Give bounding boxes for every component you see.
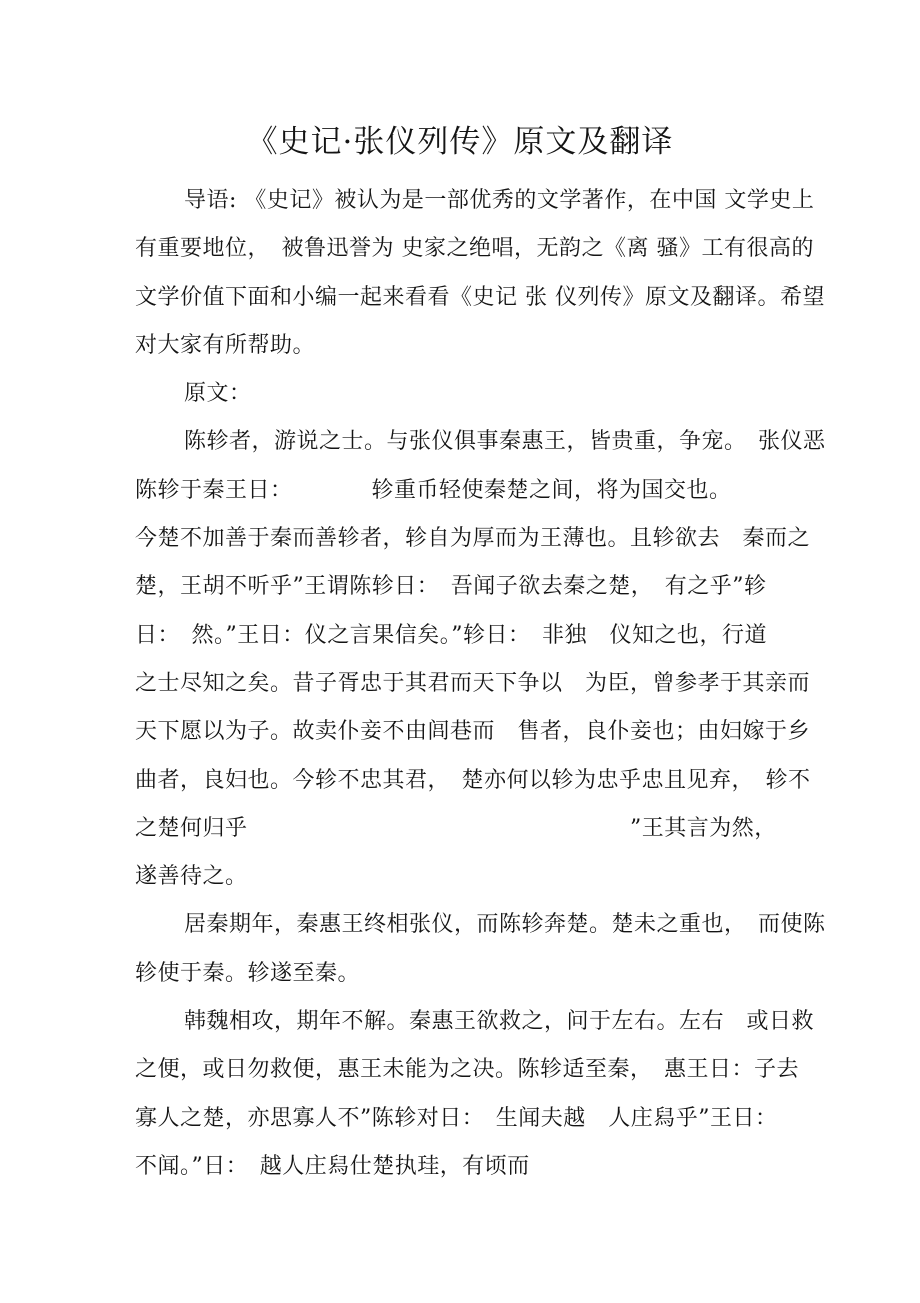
text-line: 有重要地位， 被鲁迅誉为 史家之绝唱，无韵之《离 骚》工有很高的 — [135, 236, 814, 262]
text-line: 之士尽知之矣。昔子胥忠于其君而天下争以 为臣，曾参孝于其亲而 — [135, 670, 811, 696]
text-line: 之便，或日勿救便，惠王未能为之决。陈轸适至秦， 惠王日：子去 — [135, 1057, 800, 1083]
text-line: 文学价值下面和小编一起来看看《史记 张 仪列传》原文及翻译。希望 — [135, 284, 825, 310]
text-line: 对大家有所帮助。 — [135, 332, 316, 358]
text-line: 日： 然。”王日：仪之言果信矣。”轸日： 非独 仪知之也，行道 — [135, 622, 767, 648]
text-line: 曲者，良妇也。今轸不忠其君， 楚亦何以轸为忠乎忠且见弃， 轸不 — [135, 767, 811, 793]
text-line: 今楚不加善于秦而善轸者，轸自为厚而为王薄也。且轸欲去 秦而之 — [135, 526, 811, 552]
text-line: 居秦期年，秦惠王终相张仪，而陈轸奔楚。楚未之重也， 而使陈 — [184, 912, 826, 938]
text-line: 寡人之楚，亦思寡人不”陈轸对日： 生闻夫越 人庄舄乎”王日： — [135, 1105, 778, 1131]
text-line: 原文： — [184, 381, 252, 407]
text-line: 陈轸者，游说之士。与张仪俱事秦惠王，皆贵重，争宠。 张仪恶 — [184, 429, 826, 455]
text-line: 韩魏相攻，期年不解。秦惠王欲救之，问于左右。左右 或日救 — [184, 1009, 815, 1035]
text-line: 楚，王胡不听乎”王谓陈轸日： 吾闻子欲去秦之楚， 有之乎”轸 — [135, 574, 767, 600]
text-line: 之楚何归乎 ”王其言为然， — [135, 815, 777, 841]
text-line: 导语: 《史记》被认为是一部优秀的文学著作，在中国 文学史上 — [184, 188, 815, 213]
document-title: 《史记·张仪列传》原文及翻译 — [246, 124, 674, 160]
text-line: 轸使于秦。轸遂至秦。 — [135, 960, 361, 986]
text-line: 天下愿以为子。故卖仆妾不由闾巷而 售者，良仆妾也；由妇嫁于乡 — [135, 719, 811, 745]
text-line: 陈轸于秦王日： 轸重币轻使秦楚之间，将为国交也。 — [135, 477, 732, 503]
text-line: 遂善待之。 — [135, 864, 248, 890]
document-body — [135, 177, 825, 1191]
text-line: 不闻。”日： 越人庄舄仕楚执珪，有顷而 — [135, 1153, 530, 1179]
